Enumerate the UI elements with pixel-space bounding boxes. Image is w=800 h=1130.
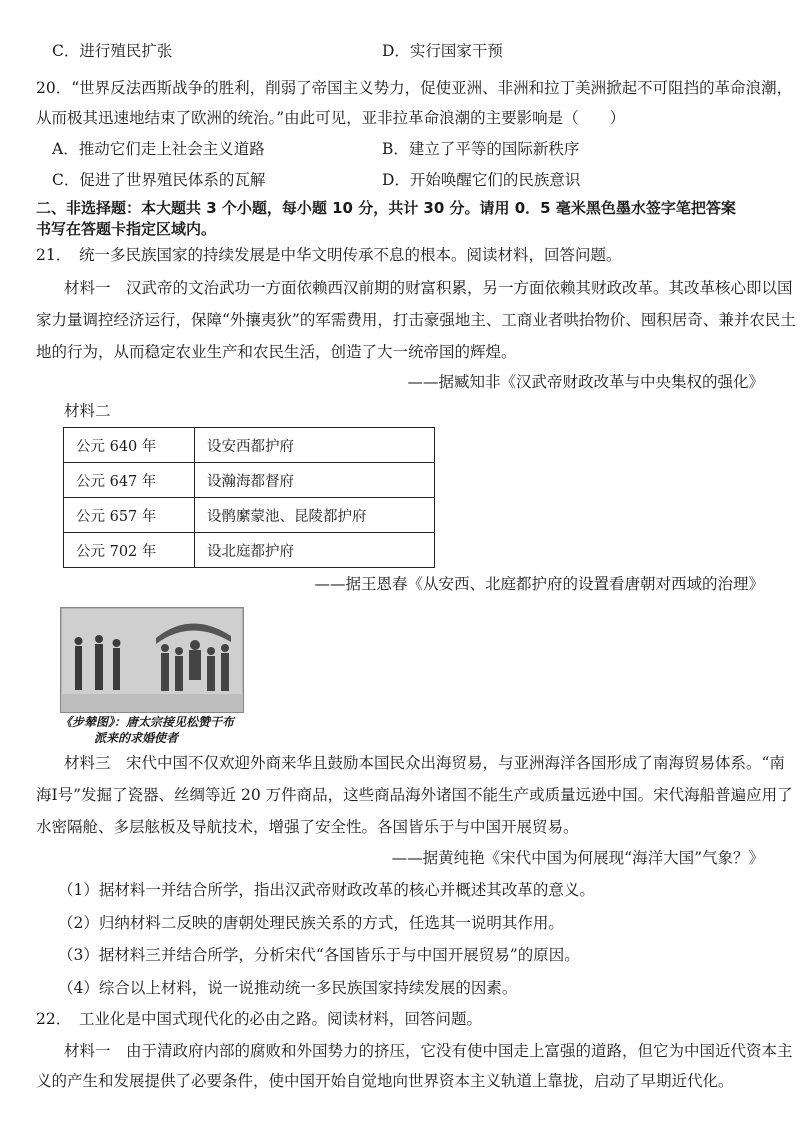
painting-caption-line1: 《步辇图》：唐太宗接见松赞干布 [60, 715, 235, 729]
section2-heading-line1: 二、非选择题：本大题共 3 个小题，每小题 10 分，共计 30 分。请用 0．5 毫米黑色墨水签字笔把答案 [36, 199, 736, 217]
table-row [64, 533, 435, 568]
q20-option-d: D．开始唤醒它们的民族意识 [382, 171, 581, 189]
buniantu-painting-image [60, 607, 244, 713]
table-cell-event: 设北庭都护府 [195, 533, 435, 568]
q21-stem: 21． 统一多民族国家的持续发展是中华文明传承不息的根本。阅读材料，回答问题。 [36, 246, 622, 264]
q21-material1-line1: 材料一 汉武帝的文治武功一方面依赖西汉前期的财富积累，另一方面依赖其财政改革。其改革核心即以国 [64, 279, 793, 297]
painting-caption-line2: 派来的求婚使者 [94, 731, 179, 745]
q21-subquestion-1: （1）据材料一并结合所学，指出汉武帝财政改革的核心并概述其改革的意义。 [58, 881, 595, 899]
q21-material1-line3: 地的行为，从而稳定农业生产和农民生活，创造了大一统帝国的辉煌。 [36, 343, 517, 361]
q21-material3-line3: 水密隔舱、多层舷板及导航技术，增强了安全性。各国皆乐于与中国开展贸易。 [36, 818, 579, 836]
q20-option-b: B．建立了平等的国际新秩序 [382, 140, 580, 158]
q22-stem: 22． 工业化是中国式现代化的必由之路。阅读材料，回答问题。 [36, 1010, 482, 1028]
table-cell-year: 公元 647 年 [64, 463, 195, 498]
table-cell-year: 公元 702 年 [64, 533, 195, 568]
table-row [64, 498, 435, 533]
q20-stem-line1: 20．“世界反法西斯战争的胜利，削弱了帝国主义势力，促使亚洲、非洲和拉丁美洲掀起不可阻挡的革命浪潮， [36, 79, 793, 97]
q21-material3-line2: 海Ⅰ号”发掘了瓷器、丝绸等近 20 万件商品，这些商品海外诸国不能生产或质量远逊中国。宋代海船普遍应用了 [36, 786, 793, 804]
q21-subquestion-4: （4）综合以上材料，说一说推动统一多民族国家持续发展的因素。 [58, 979, 518, 997]
q21-material3-line1: 材料三 宋代中国不仅欢迎外商来华且鼓励本国民众出海贸易，与亚洲海洋各国形成了南海贸易体系。“南 [64, 754, 785, 772]
material2-table [63, 427, 435, 568]
q20-stem-line2: 从而极其迅速地结束了欧洲的统治。”由此可见，亚非拉革命浪潮的主要影响是（ ） [36, 109, 626, 127]
q21-subquestion-2: （2）归纳材料二反映的唐朝处理民族关系的方式，任选其一说明其作用。 [58, 914, 564, 932]
q21-material2-label: 材料二 [64, 402, 111, 420]
table-cell-event: 设瀚海都督府 [195, 463, 435, 498]
q19-option-d: D．实行国家干预 [382, 42, 503, 60]
table-cell-year: 公元 657 年 [64, 498, 195, 533]
table-row [64, 463, 435, 498]
table-cell-event: 设鹘縻蒙池、昆陵都护府 [195, 498, 435, 533]
table-cell-event: 设安西都护府 [195, 428, 435, 463]
painting-illustration [61, 608, 243, 712]
table-row [64, 428, 435, 463]
q22-material1-line1: 材料一 由于清政府内部的腐败和外国势力的挤压，它没有使中国走上富强的道路，但它为中国近代资本主 [64, 1042, 793, 1060]
painting-caption [60, 714, 250, 746]
q21-material1-source: ——据臧知非《汉武帝财政改革与中央集权的强化》 [407, 373, 764, 391]
table-cell-year: 公元 640 年 [64, 428, 195, 463]
q21-material1-line2: 家力量调控经济运行，保障“外攘夷狄”的军需费用，打击豪强地主、工商业者哄抬物价、囤积居奇、兼并农民土 [36, 311, 796, 329]
q21-subquestion-3: （3）据材料三并结合所学，分析宋代“各国皆乐于与中国开展贸易”的原因。 [58, 946, 580, 964]
q19-option-c: C．进行殖民扩张 [52, 42, 173, 60]
section2-heading-line2: 书写在答题卡指定区域内。 [36, 220, 217, 238]
q21-material2-source: ——据王恩春《从安西、北庭都护府的设置看唐朝对西域的治理》 [314, 575, 764, 593]
q20-option-a: A．推动它们走上社会主义道路 [52, 140, 265, 158]
q20-option-c: C．促进了世界殖民体系的瓦解 [52, 171, 266, 189]
q21-material3-source: ——据黄纯艳《宋代中国为何展现“海洋大国”气象？》 [391, 849, 764, 867]
q22-material1-line2: 义的产生和发展提供了必要条件，使中国开始自觉地向世界资本主义轨道上靠拢，启动了早期近代化。 [36, 1072, 734, 1090]
